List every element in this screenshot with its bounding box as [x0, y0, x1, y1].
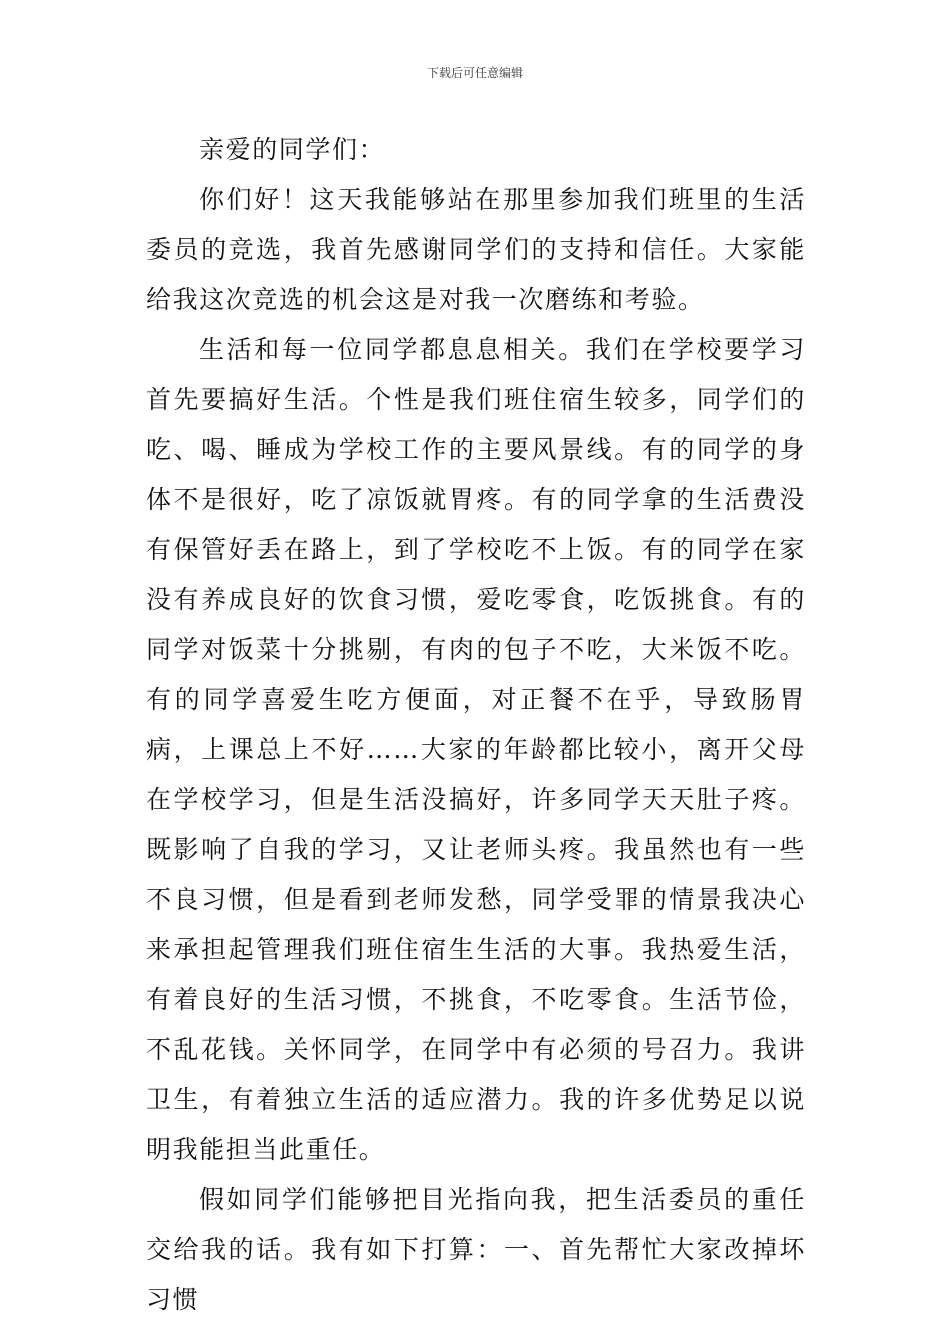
paragraph-life-matters: 生活和每一位同学都息息相关。我们在学校要学习首先要搞好生活。个性是我们班住宿生较多，同学们的吃、喝、睡成为学校工作的主要风景线。有的同学的身体不是很好，吃了凉饭就胃疼。有的同学拿的生活费没有保管好丢在路上，到了学校吃不上饭。有的同学在家没有养成良好的饮食习惯，爱吃零食，吃饭挑食。有的同学对饭菜十分挑剔，有肉的包子不吃，大米饭不吃。有的同学喜爱生吃方便面，对正餐不在乎，导致肠胃病，上课总上不好……大家的年龄都比较小，离开父母在学校学习，但是生活没搞好，许多同学天天肚子疼。既影响了自我的学习，又让老师头疼。我虽然也有一些不良习惯，但是看到老师发愁，同学受罪的情景我决心来承担起管理我们班住宿生生活的大事。我热爱生活，有着良好的生活习惯，不挑食，不吃零食。生活节俭，不乱花钱。关怀同学，在同学中有必须的号召力。我讲卫生，有着独立生活的适应潜力。我的许多优势足以说明我能担当此重任。 [146, 335, 806, 1164]
document-body [146, 125, 806, 1325]
page-header-note: 下载后可任意编辑 [426, 66, 523, 80]
paragraph-opening: 你们好！这天我能够站在那里参加我们班里的生活委员的竞选，我首先感谢同学们的支持和信任。大家能给我这次竞选的机会这是对我一次磨练和考验。 [146, 185, 806, 314]
greeting-line: 亲爱的同学们： [199, 135, 386, 164]
paragraph-plans: 假如同学们能够把目光指向我，把生活委员的重任交给我的话。我有如下打算：一、首先帮忙大家改掉坏习惯 [146, 1185, 806, 1314]
